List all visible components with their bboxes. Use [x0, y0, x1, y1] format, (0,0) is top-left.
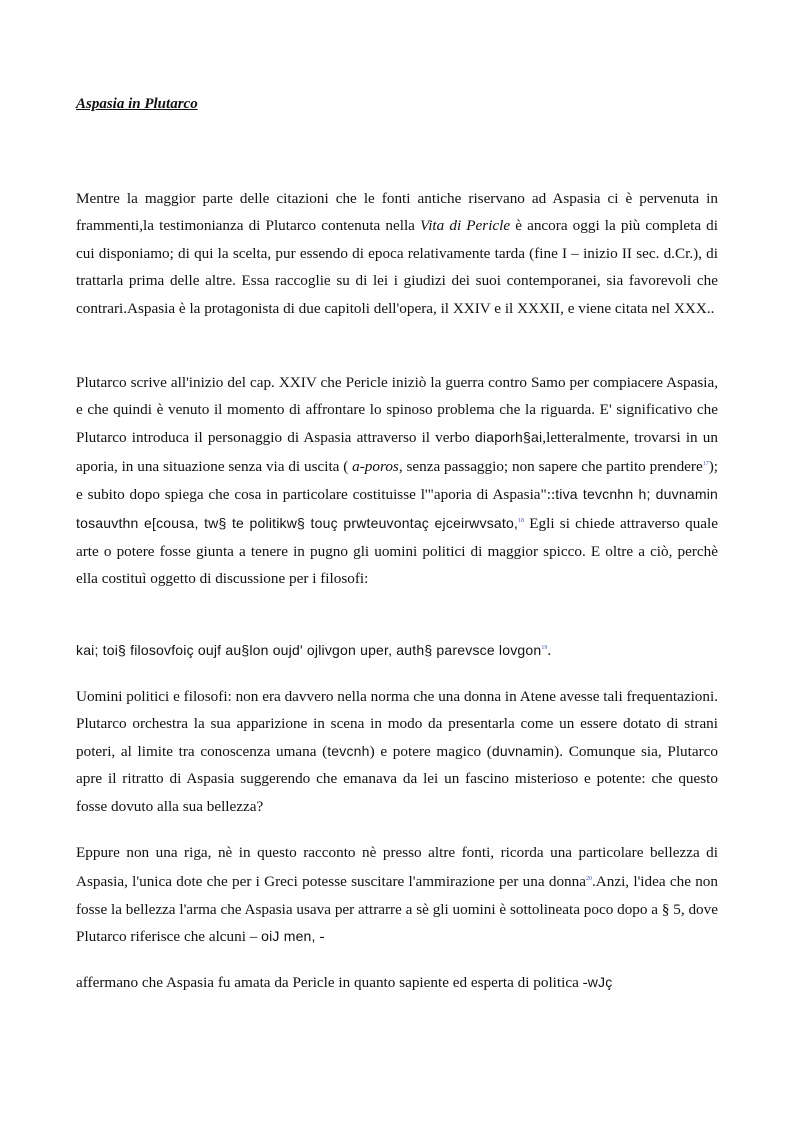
- p5-greek: oiJ men,: [261, 928, 316, 945]
- paragraph-1: [76, 185, 718, 322]
- paragraph-4: [76, 683, 718, 820]
- p2-italic-aporos: a-poros: [352, 458, 399, 476]
- p1-text-b: è ancora oggi la più completa di cui disponiamo; di qui la scelta, pur essendo di epoca relativamente tarda (fine I – inizio II sec. d.Cr.), di trattarla prima delle altre. Essa raccoglie su di lei i giudizi dei suoi contemporanei, sia favorevoli che contrari.Aspasia è la protagonista di due capitoli dell'opera, il XXIV e il XXXII, e viene citata nel XXX..: [76, 217, 718, 317]
- p4-greek-techne: tevcnh: [327, 742, 370, 759]
- footnote-ref-17[interactable]: 17: [702, 461, 709, 468]
- p6-text-a: affermano che Aspasia fu amata da Pericle in quanto sapiente ed esperta di politica -: [76, 974, 588, 991]
- p2-text-b: ,letteralmente, trovarsi in un aporia, in una situazione senza via di uscita (: [76, 428, 718, 476]
- p4-greek-dynamin: duvnamin: [491, 742, 555, 759]
- p1-text-a: Mentre la maggior parte delle citazioni che le fonti antiche riservano ad Aspasia ci è pervenuta in frammenti,la testimonianza di Plutarco contenuta nella: [76, 190, 718, 235]
- p3-greek: kai; toi§ filosovfoiç oujf au§lon oujd' ojlivgon uper, auth§ parevsce lovgon: [76, 642, 542, 658]
- p2-text-d: ); e subito dopo spiega che cosa in particolare costituisse l'"aporia di Aspasia"::: [76, 458, 719, 503]
- p4-text-b: ) e potere magico (: [369, 742, 492, 760]
- p3-end: .: [547, 643, 552, 659]
- document-title: Aspasia in Plutarco: [76, 96, 198, 112]
- paragraph-3-greek-quote: [76, 635, 718, 665]
- p5-text-a: Eppure non una riga, nè in questo racconto nè presso altre fonti, ricorda una particolare bellezza di Aspasia, l'unica dote che per i Greci potesse suscitare l'ammirazione per una donna: [76, 844, 718, 891]
- paragraph-5: [76, 839, 718, 951]
- p4-text-a: Uomini politici e filosofi: non era davvero nella norma che una donna in Atene avesse tali frequentazioni. Plutarco orchestra la sua apparizione in scena in modo da presentarla come un essere dotato di strani poteri, al limite tra conoscenza umana (: [76, 688, 718, 760]
- p5-text-c: -: [315, 928, 325, 946]
- p2-text-e: Egli si chiede attraverso quale arte o potere fosse giunta a tenere in pugno gli uomini politici di maggior spicco. E oltre a ciò, perchè ella costituì oggetto di discussione per i filosofi:: [76, 515, 718, 587]
- p6-greek: wJç: [587, 974, 613, 990]
- p2-text-c: , senza passaggio; non sapere che partito prendere: [398, 458, 703, 476]
- p2-greek-verb: diaporh§ai: [474, 428, 543, 445]
- p1-italic-title: Vita di Pericle: [420, 217, 511, 235]
- footnote-ref-18[interactable]: 18: [518, 518, 525, 525]
- p2-text-a: Plutarco scrive all'inizio del cap. XXIV che Pericle iniziò la guerra contro Samo per compiacere Aspasia, e che quindi è venuto il momento di affrontare lo spinoso problema che la riguarda. E' significativo che Plutarco introduca il personaggio di Aspasia attraverso il verbo: [76, 374, 718, 446]
- paragraph-6: [76, 969, 718, 996]
- footnote-ref-19[interactable]: 19: [541, 645, 548, 651]
- paragraph-2: [76, 369, 718, 592]
- footnote-ref-20[interactable]: 20: [585, 876, 592, 883]
- p5-text-b: .Anzi, l'idea che non fosse la bellezza l'arma che Aspasia usava per attrarre a sè gli uomini è sottolineata poco dopo a § 5, dove Plutarco riferisce che alcuni –: [76, 873, 718, 946]
- p4-text-c: ). Comunque sia, Plutarco apre il ritratto di Aspasia suggerendo che emanava da lei un fascino misterioso e potente: che questo fosse dovuto alla sua bellezza?: [76, 742, 718, 815]
- p2-greek-quote: tiva tevcnhn h; duvnamin tosauvthn e[cousa, tw§ te politikw§ touç prwteuvontaç ejceirwvsato,: [76, 485, 718, 532]
